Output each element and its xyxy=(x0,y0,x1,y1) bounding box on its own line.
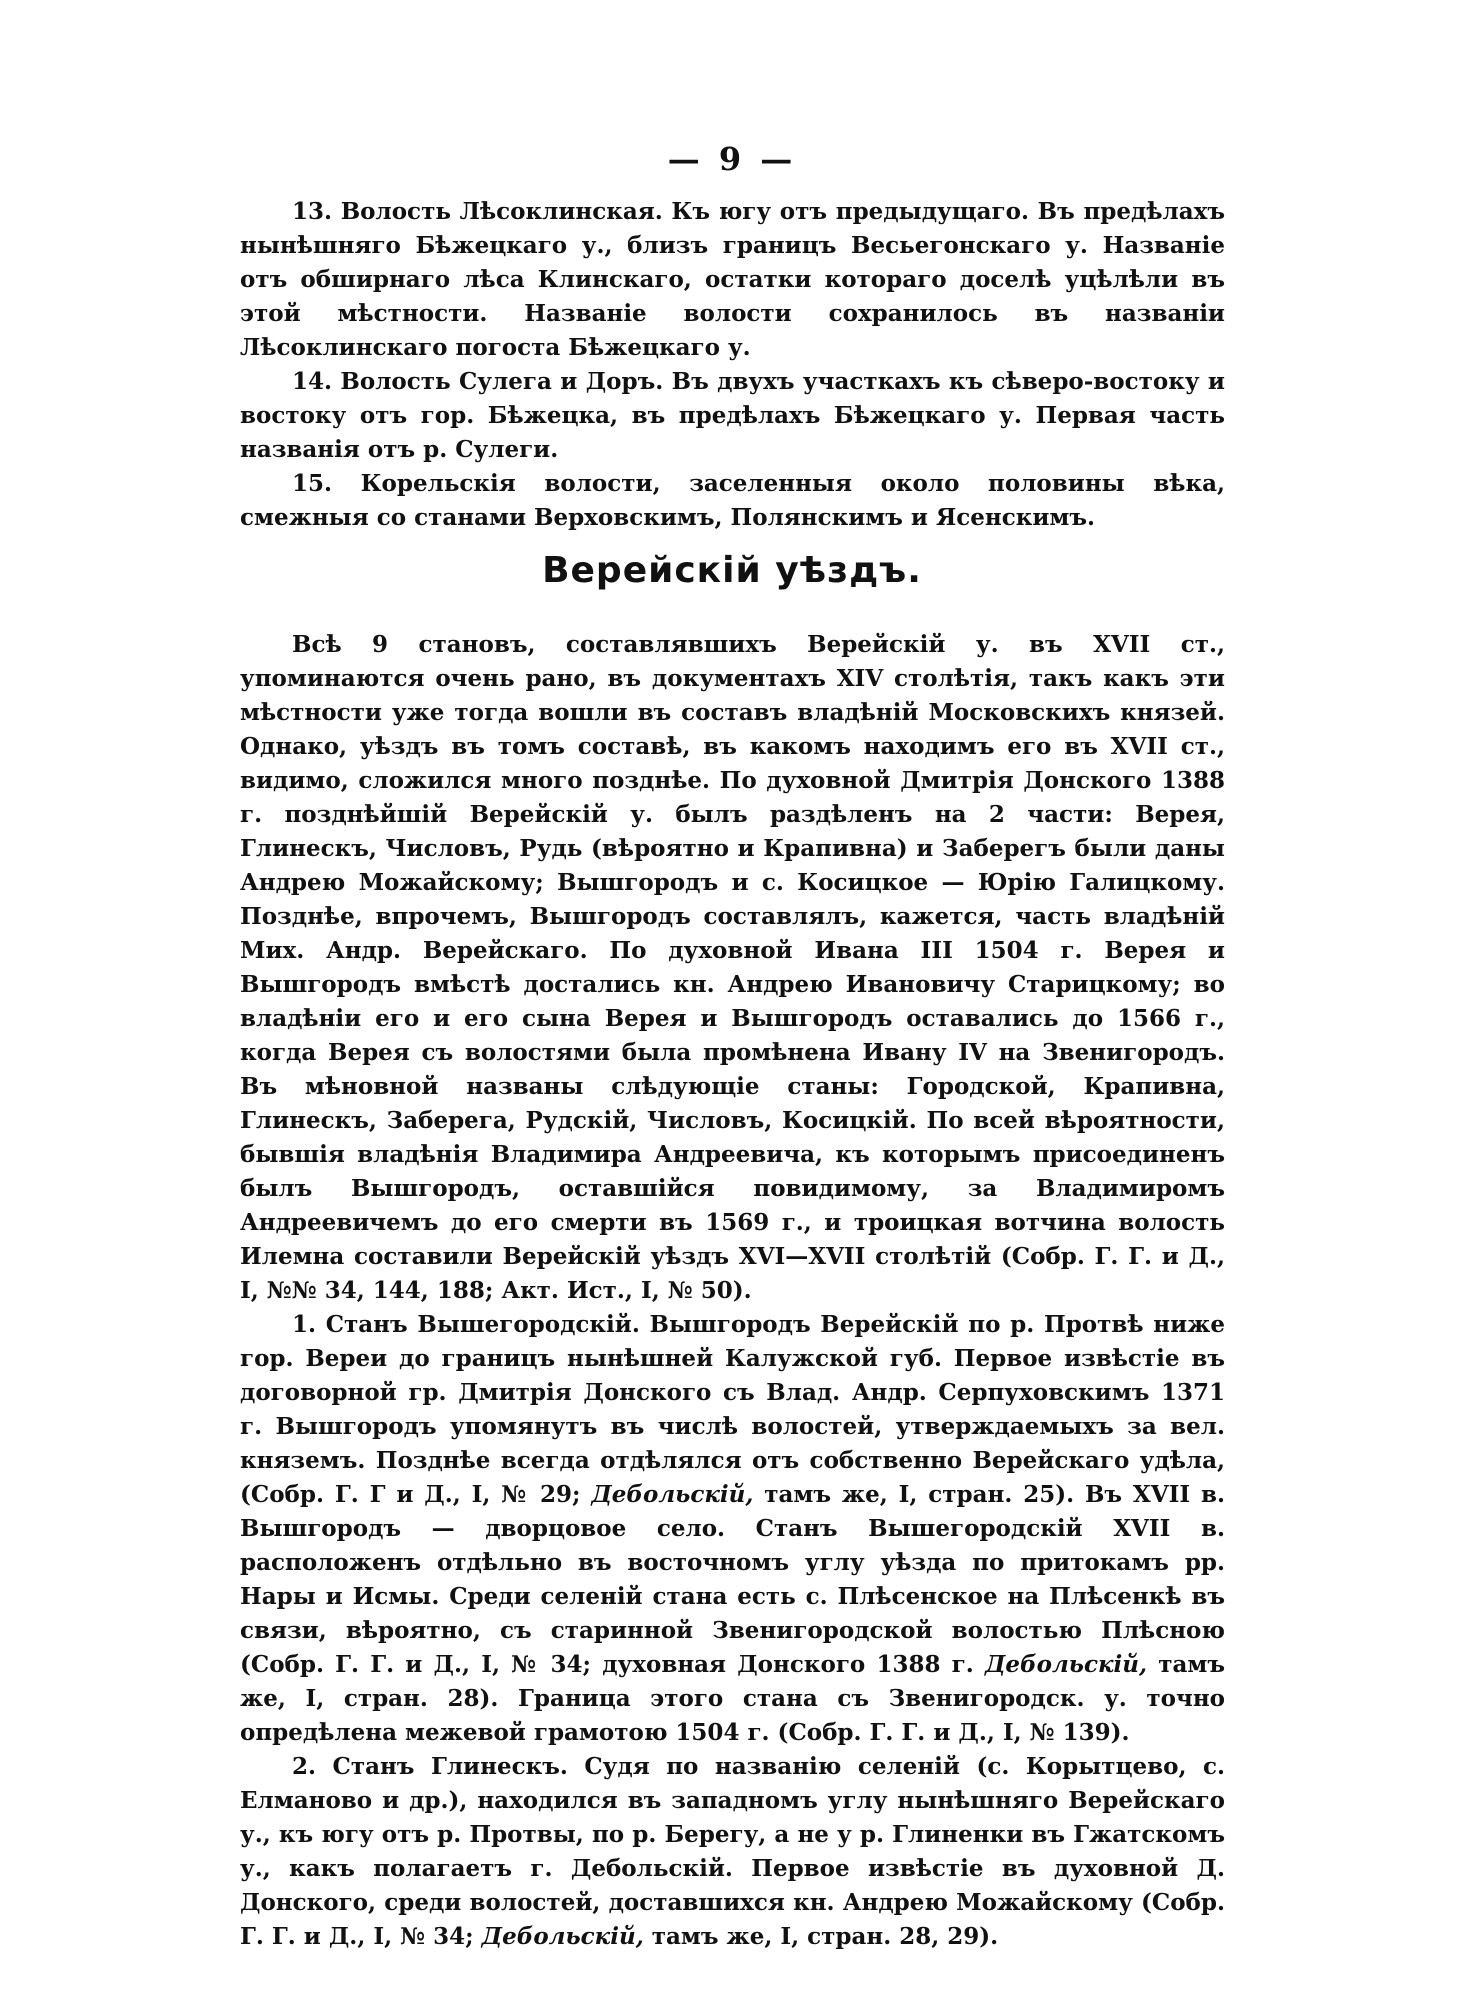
paragraph-1-part-a: 1. Станъ Вышегородскій. Вышгородъ Верейскій по р. Протвѣ ниже гор. Вереи до границъ нынѣшней Калужской губ. Первое извѣстіе въ договорной гр. Дмитрія Донского съ Влад. Андр. Серпуховскимъ 1371 г. Вышгородъ упомянутъ въ числѣ волостей, утверждаемыхъ за вел. княземъ. Позднѣе всегда отдѣлялся отъ собственно Верейскаго удѣла, (Собр. Г. Г и Д., I, № 29; xyxy=(240,1311,1225,1508)
section-body xyxy=(240,628,1225,1954)
page-number: — 9 — xyxy=(667,140,797,178)
paragraph-2-part-a: 2. Станъ Глинескъ. Судя по названію селеній (с. Корытцево, с. Елманово и др.), находился въ западномъ углу нынѣшняго Верейскаго у., къ югу отъ р. Протвы, по р. Берегу, а не у р. Глиненки въ Гжатскомъ у., какъ полагаетъ г. Дебольскій. Первое извѣстіе въ духовной Д. Донского, среди волостей, доставшихся кн. Андрею Можайскому (Собр. Г. Г. и Д., I, № 34; xyxy=(240,1753,1225,1950)
intro-paragraph: Всѣ 9 становъ, составлявшихъ Верейскій у. въ XVII ст., упоминаются очень рано, въ документахъ XIV столѣтія, такъ какъ эти мѣстности уже тогда вошли въ составъ владѣній Московскихъ князей. Однако, уѣздъ въ томъ составѣ, въ какомъ находимъ его въ XVII ст., видимо, сложился много позднѣе. По духовной Дмитрія Донского 1388 г. позднѣйшій Верейскій у. былъ раздѣленъ на 2 части: Верея, Глинескъ, Числовъ, Рудь (вѣроятно и Крапивна) и Заберегъ были даны Андрею Можайскому; Вышгородъ и с. Косицкое — Юрію Галицкому. Позднѣе, впрочемъ, Вышгородъ составлялъ, кажется, часть владѣній Мих. Андр. Верейскаго. По духовной Ивана III 1504 г. Верея и Вышгородъ вмѣстѣ достались кн. Андрею Ивановичу Старицкому; во владѣніи его и его сына Верея и Вышгородъ оставались до 1566 г., когда Верея съ волостями была промѣнена Ивану IV на Звенигородъ. Въ мѣновной названы слѣдующіе станы: Городской, Крапивна, Глинескъ, Заберега, Рудскій, Числовъ, Косицкій. По всей вѣроятности, бывшія владѣнія Владимира Андреевича, къ которымъ присоединенъ былъ Вышгородъ, оставшійся повидимому, за Владимиромъ Андреевичемъ до его смерти въ 1569 г., и троицкая вотчина волость Илемна составили Верейскій уѣздъ XVI—XVII столѣтій (Собр. Г. Г. и Д., I, №№ 34, 144, 188; Акт. Ист., I, № 50). xyxy=(240,631,1225,1304)
paragraph-1-part-c: тамъ же, I, стран. 28). Граница этого стана съ Звенигородск. у. точно опредѣлена межевой грамотою 1504 г. (Собр. Г. Г. и Д., I, № 139). xyxy=(240,1651,1225,1746)
paragraph-14: 14. Волость Сулега и Доръ. Въ двухъ участкахъ къ сѣверо-востоку и востоку отъ гор. Бѣжецка, въ предѣлахъ Бѣжецкаго у. Первая часть названія отъ р. Сулеги. xyxy=(240,368,1225,463)
paragraph-2 xyxy=(240,1750,1225,1954)
author-name-italic: Дебольскій, xyxy=(481,1923,644,1950)
author-name-italic: Дебольскій, xyxy=(591,1481,754,1508)
paragraph-2-part-b: тамъ же, I, стран. 28, 29). xyxy=(643,1923,999,1950)
paragraph-13: 13. Волость Лѣсоклинская. Къ югу отъ предыдущаго. Въ предѣлахъ нынѣшняго Бѣжецкаго у., близъ границъ Весьегонскаго у. Названіе отъ обширнаго лѣса Клинскаго, остатки котораго доселѣ уцѣлѣли въ этой мѣстности. Названіе волости сохранилось въ названіи Лѣсоклинскаго погоста Бѣжецкаго у. xyxy=(240,198,1225,361)
section-heading: Верейскій уѣздъ. xyxy=(542,550,922,591)
author-name-italic: Дебольскій, xyxy=(984,1651,1148,1678)
paragraph-1 xyxy=(240,1308,1225,1750)
paragraph-15: 15. Корельскія волости, заселенныя около половины вѣка, смежныя со станами Верховскимъ, Полянскимъ и Ясенскимъ. xyxy=(240,470,1225,531)
paragraph-1-part-b: тамъ же, I, стран. 25). Въ XVII в. Вышгородъ — дворцовое село. Станъ Вышегородскій XVII в. расположенъ отдѣльно въ восточномъ углу уѣзда по притокамъ рр. Нары и Исмы. Среди селеній стана есть с. Плѣсенское на Плѣсенкѣ въ связи, вѣроятно, съ старинной Звенигородской волостью Плѣсною (Собр. Г. Г. и Д., I, № 34; духовная Донского 1388 г. xyxy=(240,1481,1225,1678)
top-paragraphs xyxy=(240,195,1225,535)
